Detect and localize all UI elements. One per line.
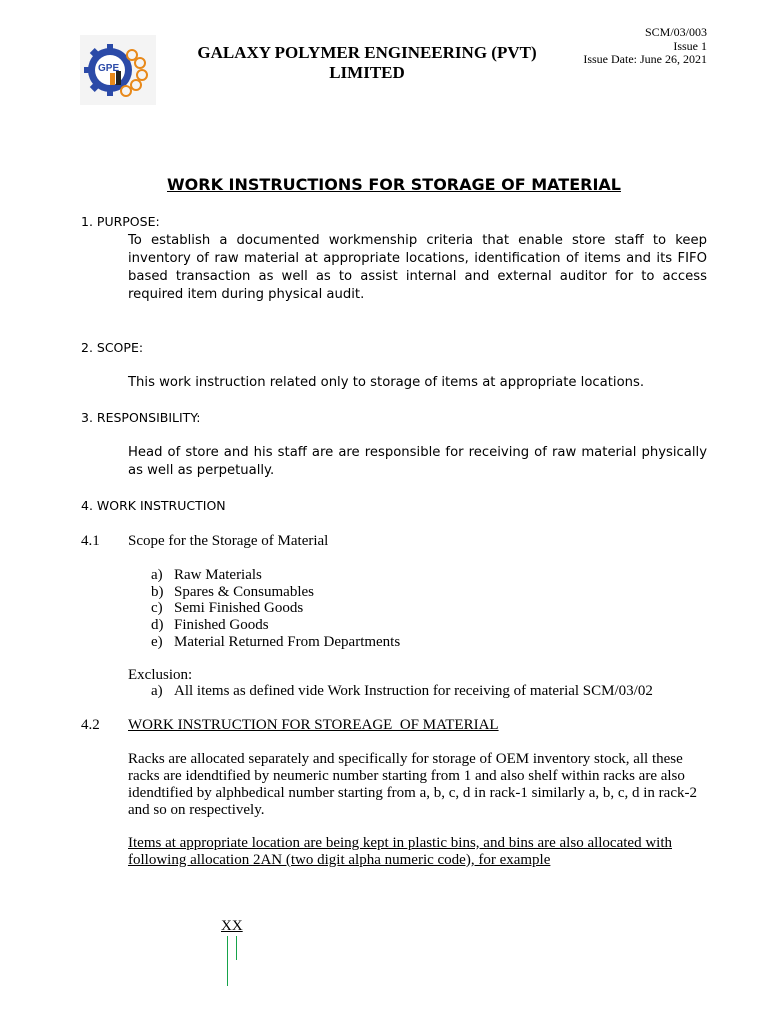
diagram-connector-line (236, 936, 237, 960)
document-title: WORK INSTRUCTIONS FOR STORAGE OF MATERIAL (167, 175, 621, 194)
doc-code: SCM/03/003 (644, 25, 707, 39)
list-item (151, 600, 400, 617)
list-item-text: Finished Goods (174, 617, 269, 634)
list-item-label: d) (151, 617, 164, 634)
bins-paragraph: Items at appropriate location are being kept in plastic bins, and bins are also allocated with following allocation 2AN (two digit alpha numeric code), for example (128, 835, 672, 868)
company-name (178, 43, 556, 83)
list-item-text: Semi Finished Goods (174, 600, 304, 617)
purpose-heading: 1. PURPOSE: (81, 214, 160, 229)
company-name-line1: GALAXY POLYMER ENGINEERING (PVT) (197, 43, 537, 62)
issue-number: Issue 1 (673, 38, 707, 53)
list-item-text: Raw Materials (174, 567, 262, 583)
list-item (151, 567, 400, 584)
svg-text:GPE: GPE (98, 63, 120, 74)
exclusion-heading: Exclusion: (128, 667, 193, 683)
scope-text: This work instruction related only to storage of items at appropriate locations. (128, 375, 645, 390)
list-item-label: e) (151, 633, 163, 650)
exclusion-item-label: a) (151, 683, 163, 699)
exclusion-item-text: All items as defined vide Work Instruction for receiving of material SCM/03/02 (174, 683, 653, 699)
list-item-label: c) (151, 600, 163, 617)
code-diagram-label: XX (221, 918, 243, 934)
section-number-4-2: 4.2 (81, 717, 100, 733)
gear-logo-icon (80, 35, 156, 105)
list-item (151, 584, 400, 601)
scope-heading: 2. SCOPE: (81, 340, 144, 355)
section-title-4-1: Scope for the Storage of Material (128, 533, 329, 549)
storage-scope-list (151, 567, 400, 651)
company-logo (80, 35, 156, 105)
issue-date: Issue Date: June 26, 2021 (583, 52, 707, 66)
responsibility-heading: 3. RESPONSIBILITY: (81, 410, 201, 425)
racks-paragraph: Racks are allocated separately and specifically for storage of OEM inventory stock, all these racks are idendtified by neumeric number starting from 1 and also shelf within racks are also idendtified by alphbedical number starting from a, b, c, d in rack-1 similarly a, b, c, d in rack-2 and so on respectively. (128, 751, 697, 818)
company-name-line2: LIMITED (329, 63, 405, 82)
list-item-text: Material Returned From Departments (174, 633, 401, 650)
list-item-text: Spares & Consumables (174, 583, 314, 600)
work-instruction-heading: 4. WORK INSTRUCTION (81, 498, 226, 513)
document-info (583, 26, 707, 67)
list-item (151, 634, 400, 651)
exclusion-item (151, 683, 653, 700)
list-item (151, 617, 400, 634)
section-number-4-1: 4.1 (81, 533, 100, 549)
section-title-4-2: WORK INSTRUCTION FOR STOREAGE OF MATERIAL (128, 717, 499, 733)
purpose-text: To establish a documented workmenship criteria that enable store staff to keep inventory of raw material at appropriate locations, identification of items and its FIFO based transaction as well as to assist internal and external auditor for to access required item during physical audit. (128, 233, 707, 302)
list-item-label: b) (151, 583, 164, 600)
diagram-connector-line (227, 936, 228, 986)
list-item-label: a) (151, 567, 163, 583)
responsibility-text: Head of store and his staff are are responsible for receiving of raw material physically as well as perpetually. (128, 445, 707, 478)
